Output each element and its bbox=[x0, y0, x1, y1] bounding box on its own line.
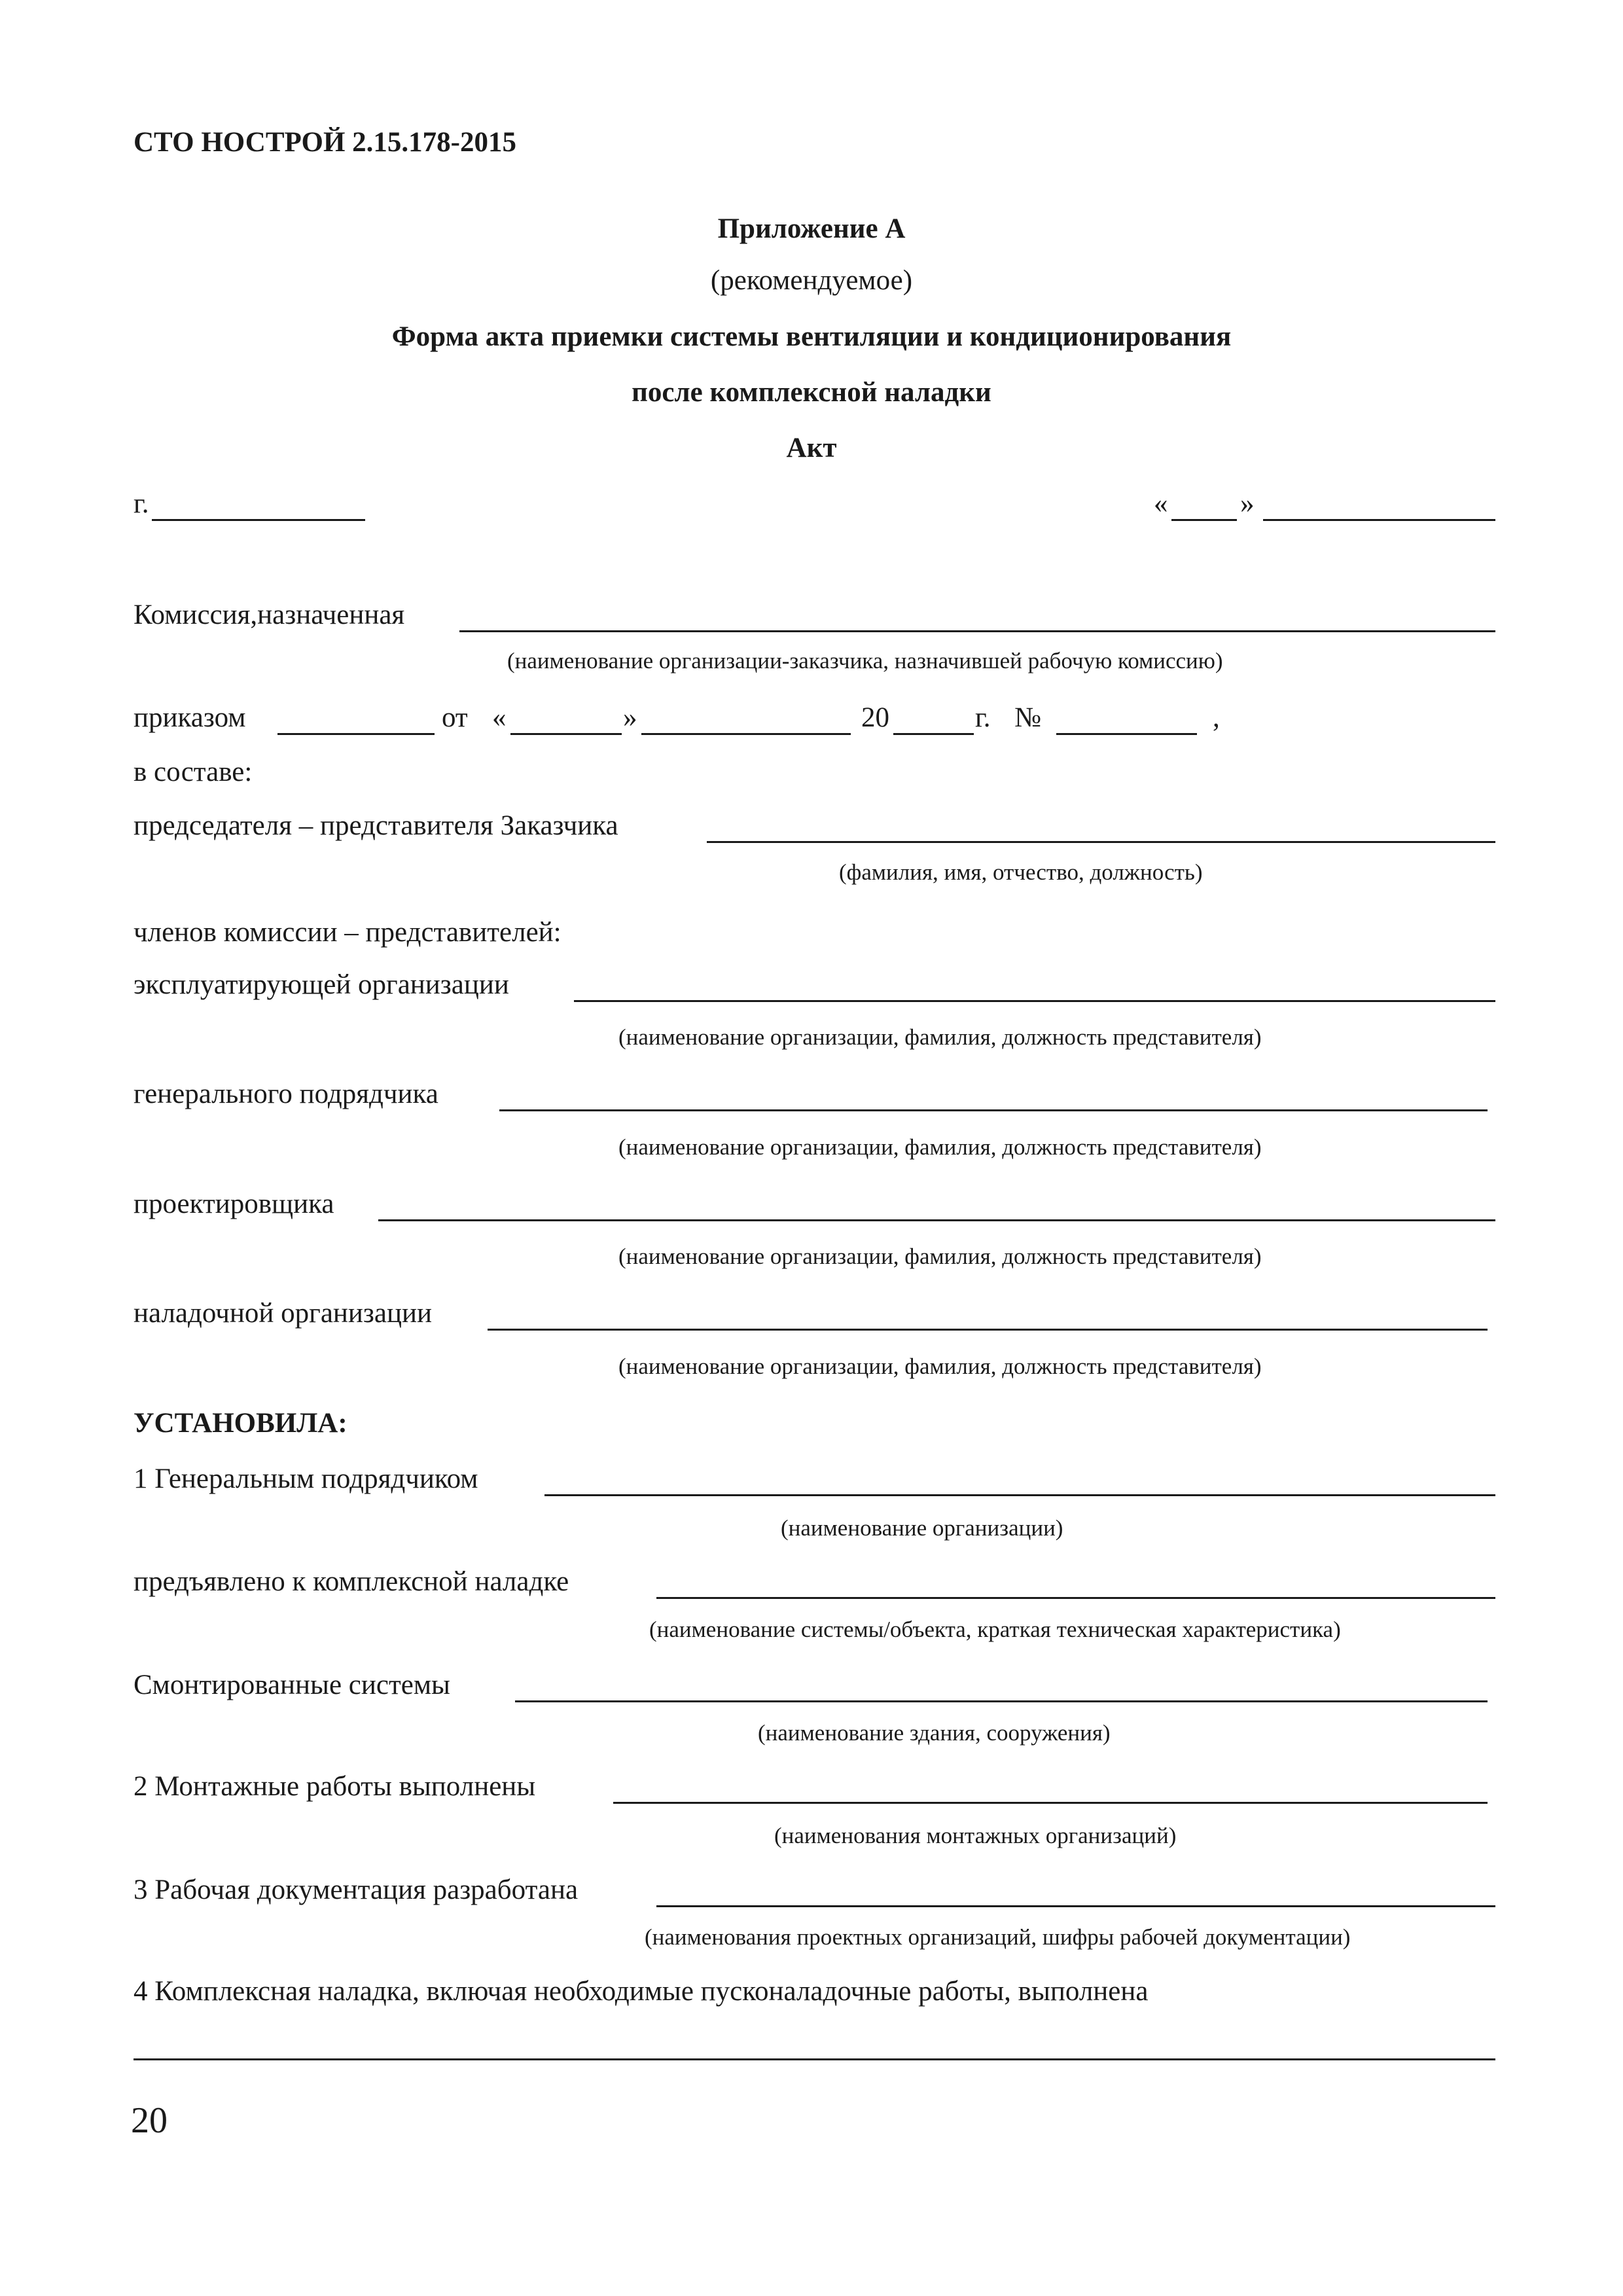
commissioning-blank[interactable] bbox=[488, 1329, 1488, 1331]
contractor-caption: (наименование организации, фамилия, должность представителя) bbox=[618, 1134, 1262, 1160]
date-day-blank[interactable] bbox=[1171, 519, 1237, 521]
form-title-line2: после комплексной наладки bbox=[632, 377, 991, 408]
presented-caption: (наименование системы/объекта, краткая техническая характеристика) bbox=[649, 1617, 1341, 1642]
order-month-blank[interactable] bbox=[641, 733, 851, 735]
commissioning-caption: (наименование организации, фамилия, должность представителя) bbox=[618, 1354, 1262, 1379]
date-month-year-blank[interactable] bbox=[1263, 519, 1495, 521]
commission-blank[interactable] bbox=[459, 630, 1495, 632]
item3-label: 3 Рабочая документация разработана bbox=[134, 1874, 579, 1905]
order-from: от bbox=[442, 702, 468, 733]
presented-label: предъявлено к комплексной наладке bbox=[134, 1566, 569, 1597]
order-comma: , bbox=[1213, 702, 1220, 733]
order-year-prefix: 20 bbox=[861, 702, 889, 733]
presented-blank[interactable] bbox=[656, 1597, 1495, 1599]
item1-label: 1 Генеральным подрядчиком bbox=[134, 1463, 478, 1494]
item3-blank[interactable] bbox=[656, 1905, 1495, 1907]
established-heading: УСТАНОВИЛА: bbox=[134, 1408, 348, 1439]
order-blank[interactable] bbox=[277, 733, 435, 735]
order-day-blank[interactable] bbox=[510, 733, 622, 735]
standard-code: СТО НОСТРОЙ 2.15.178-2015 bbox=[134, 127, 516, 158]
order-year-suffix: г. bbox=[975, 702, 991, 733]
order-close-quote: » bbox=[623, 702, 637, 733]
recommended-label: (рекомендуемое) bbox=[710, 265, 913, 296]
contractor-label: генерального подрядчика bbox=[134, 1079, 438, 1109]
appendix-title: Приложение А bbox=[717, 213, 906, 244]
commission-caption: (наименование организации-заказчика, назначившей рабочую комиссию) bbox=[507, 648, 1223, 673]
item2-blank[interactable] bbox=[613, 1802, 1488, 1804]
systems-caption: (наименование здания, сооружения) bbox=[758, 1720, 1111, 1746]
order-year-blank[interactable] bbox=[893, 733, 974, 735]
chairman-blank[interactable] bbox=[707, 841, 1495, 843]
item2-caption: (наименования монтажных организаций) bbox=[774, 1823, 1177, 1848]
item4-label: 4 Комплексная наладка, включая необходимые пусконаладочные работы, выполнена bbox=[134, 1976, 1149, 2007]
designer-caption: (наименование организации, фамилия, должность представителя) bbox=[618, 1244, 1262, 1269]
item4-blank[interactable] bbox=[134, 2058, 1495, 2060]
commissioning-label: наладочной организации bbox=[134, 1298, 433, 1329]
item2-label: 2 Монтажные работы выполнены bbox=[134, 1771, 536, 1802]
city-blank[interactable] bbox=[152, 519, 365, 521]
designer-blank[interactable] bbox=[378, 1219, 1495, 1221]
order-open-quote: « bbox=[492, 702, 507, 733]
item3-caption: (наименования проектных организаций, шифры рабочей документации) bbox=[645, 1924, 1351, 1950]
date-close-quote: » bbox=[1240, 488, 1255, 519]
systems-blank[interactable] bbox=[515, 1700, 1488, 1702]
designer-label: проектировщика bbox=[134, 1189, 334, 1219]
operating-blank[interactable] bbox=[574, 1000, 1495, 1002]
item1-caption: (наименование организации) bbox=[781, 1515, 1063, 1541]
order-label: приказом bbox=[134, 702, 246, 733]
chairman-caption: (фамилия, имя, отчество, должность) bbox=[839, 859, 1203, 885]
operating-caption: (наименование организации, фамилия, должность представителя) bbox=[618, 1024, 1262, 1050]
item1-blank[interactable] bbox=[544, 1494, 1495, 1496]
members-label: членов комиссии – представителей: bbox=[134, 917, 562, 948]
commission-label: Комиссия,назначенная bbox=[134, 600, 405, 630]
city-prefix: г. bbox=[134, 488, 149, 519]
contractor-blank[interactable] bbox=[499, 1109, 1488, 1111]
form-title-line1: Форма акта приемки системы вентиляции и кондиционирования bbox=[391, 321, 1232, 352]
order-number-blank[interactable] bbox=[1056, 733, 1197, 735]
act-title: Акт bbox=[786, 433, 837, 463]
page-number: 20 bbox=[131, 2100, 168, 2141]
systems-label: Смонтированные системы bbox=[134, 1670, 450, 1700]
operating-label: эксплуатирующей организации bbox=[134, 969, 509, 1000]
composition-label: в составе: bbox=[134, 757, 253, 787]
order-number-sign: № bbox=[1014, 702, 1042, 733]
date-open-quote: « bbox=[1154, 488, 1168, 519]
chairman-label: председателя – представителя Заказчика bbox=[134, 810, 618, 841]
